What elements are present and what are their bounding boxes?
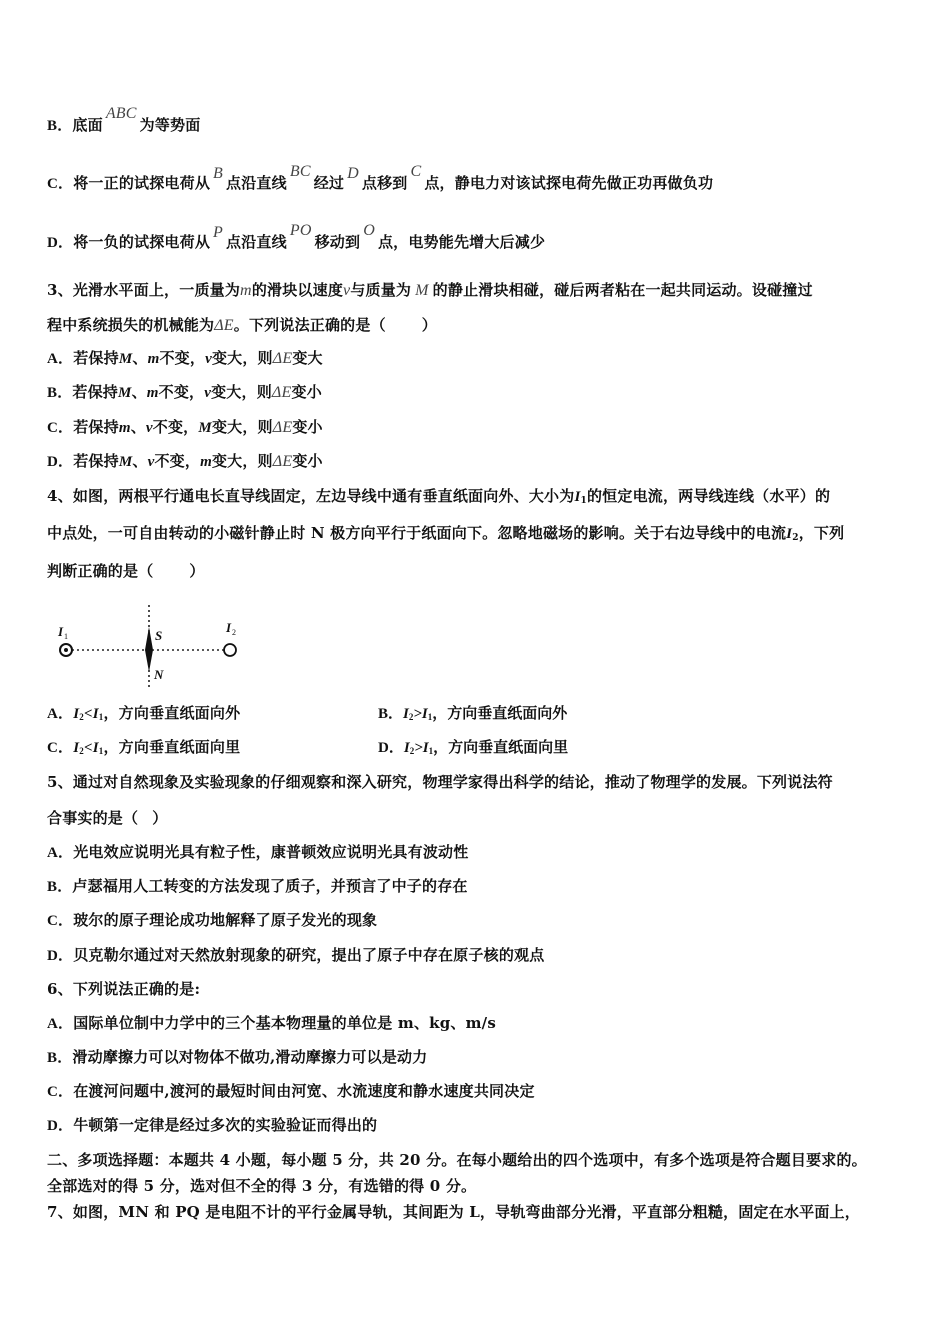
question-4-option-a xyxy=(47,703,240,727)
option-d-prev xyxy=(47,222,546,253)
option-label: B． xyxy=(47,118,73,134)
option-text: 在渡河问题中,渡河的最短时间由河宽、水流速度和静水速度共同决定 xyxy=(73,1082,535,1100)
option-text: 卢瑟福用人工转变的方法发现了质子，并预言了中子的存在 xyxy=(72,877,468,895)
question-3-option-b xyxy=(47,382,322,403)
option-text: ，方向垂直纸面向外 xyxy=(432,704,568,722)
option-label: B． xyxy=(47,879,73,895)
option-text: 若保持 xyxy=(72,383,119,401)
subscript: 2 xyxy=(792,533,799,543)
svg-text:N: N xyxy=(154,667,164,682)
math-variable: m xyxy=(147,351,160,367)
math-variable: v xyxy=(145,420,153,436)
option-label: B． xyxy=(47,1050,73,1066)
question-5-stem-line1: 5、通过对自然现象及实验现象的仔细观察和深入研究，物理学家得出科学的结论，推动了物理学的发展。下列说法符 xyxy=(47,773,833,791)
option-text: 若保持 xyxy=(73,418,119,436)
option-text: 变小 xyxy=(292,452,323,470)
question-7-stem-line1: 7、如图，MN 和 PQ 是电阻不计的平行金属导轨，其间距为 L，导轨弯曲部分光滑，平直部分粗糙，固定在水平面上， xyxy=(47,1203,860,1221)
math-variable: m xyxy=(118,420,131,436)
question-4-stem-line2 xyxy=(47,523,844,548)
option-text: 将一正的试探电荷从 xyxy=(73,174,211,192)
math-variable: ΔE xyxy=(272,453,293,470)
option-label: C． xyxy=(47,740,74,756)
math-variable: M xyxy=(118,385,132,401)
math-variable: $I_1$ xyxy=(421,706,433,722)
option-label: A． xyxy=(47,845,74,861)
math-variable: O xyxy=(363,222,375,239)
option-c-prev xyxy=(47,163,714,194)
option-label: A． xyxy=(47,351,74,367)
math-variable: M xyxy=(198,420,212,436)
option-text: 变小 xyxy=(292,418,323,436)
math-variable: v xyxy=(204,385,212,401)
math-variable: ABC xyxy=(105,105,137,122)
question-4-option-c xyxy=(47,737,240,761)
stem-text: 中点处，一可自由转动的小磁针静止时 N 极方向平行于纸面向下。忽略地磁场的影响。关于右边导线中的电流 xyxy=(47,524,787,542)
option-label: C． xyxy=(47,420,74,436)
option-label: C． xyxy=(47,176,74,192)
option-text: 点沿直线 xyxy=(226,174,287,192)
option-text: 不变， xyxy=(154,452,201,470)
option-label: B． xyxy=(47,385,73,401)
option-text: 光电效应说明光具有粒子性，康普顿效应说明光具有波动性 xyxy=(73,843,469,861)
math-variable: ΔE xyxy=(272,350,293,367)
option-label: A． xyxy=(47,706,74,722)
question-6-option-d xyxy=(47,1115,377,1136)
stem-text: ） xyxy=(421,316,437,334)
option-text: 点移到 xyxy=(361,174,408,192)
stem-text: 的静止滑块相碰，碰后两者粘在一起共同运动。设碰撞过 xyxy=(432,281,813,299)
stem-text: ） xyxy=(189,562,205,580)
math-variable: m xyxy=(200,454,212,470)
relation-sign: < xyxy=(83,740,93,756)
question-4-stem-line3 xyxy=(47,561,205,581)
math-variable: $I_2$ xyxy=(403,706,414,722)
question-5-option-c xyxy=(47,910,377,931)
wires-compass-figure xyxy=(44,600,254,690)
math-variable: ΔE xyxy=(214,317,234,334)
math-variable: $I_1$ xyxy=(92,740,104,756)
question-5-option-b xyxy=(47,876,468,897)
stem-text: 合事实的是（ xyxy=(47,809,139,827)
question-3-option-c xyxy=(47,417,323,438)
option-text: 、 xyxy=(131,383,147,401)
option-text: ，方向垂直纸面向外 xyxy=(103,704,241,722)
option-text: ，方向垂直纸面向里 xyxy=(433,738,569,756)
question-6-stem: 6、下列说法正确的是: xyxy=(47,980,201,998)
stem-text: 程中系统损失的机械能为 xyxy=(47,316,215,334)
relation-sign: < xyxy=(83,706,93,722)
math-variable: m xyxy=(240,282,252,299)
math-variable: M xyxy=(415,282,429,299)
stem-text: 判断正确的是（ xyxy=(47,562,154,580)
math-variable: PO xyxy=(289,222,312,239)
option-text: 底面 xyxy=(72,116,103,134)
section-2-instructions-line1: 二、多项选择题：本题共 4 小题，每小题 5 分，共 20 分。在每小题给出的四个选项中，有多个选项是符合题目要求的。 xyxy=(47,1151,867,1169)
math-variable: $I_2$ xyxy=(73,706,84,722)
question-4-option-b xyxy=(378,703,567,727)
svg-text:S: S xyxy=(155,628,163,643)
option-label: D． xyxy=(47,235,74,251)
math-variable: I xyxy=(574,489,581,505)
math-variable: $I_2$ xyxy=(403,740,415,756)
math-variable: $I_2$ xyxy=(73,740,84,756)
option-label: D． xyxy=(378,740,404,756)
option-text: 、 xyxy=(132,349,148,367)
stem-text: ，下列 xyxy=(798,524,845,542)
math-variable: v xyxy=(205,351,212,367)
option-text: 牛顿第一定律是经过多次的实验验证而得出的 xyxy=(73,1116,378,1134)
option-text: 变大，则 xyxy=(211,349,273,367)
stem-text: ） xyxy=(152,809,168,827)
option-text: 、 xyxy=(130,418,146,436)
math-variable: B xyxy=(213,165,224,182)
option-text: 变大，则 xyxy=(211,452,273,470)
math-variable: C xyxy=(410,163,422,180)
math-variable: v xyxy=(343,282,351,299)
option-b-prev xyxy=(47,105,201,136)
option-text: 变大 xyxy=(292,349,323,367)
question-6-option-a xyxy=(47,1013,496,1034)
option-text: 、 xyxy=(132,452,148,470)
question-6-option-b xyxy=(47,1047,427,1068)
math-variable: v xyxy=(147,454,155,470)
option-text: 贝克勒尔通过对天然放射现象的研究，提出了原子中存在原子核的观点 xyxy=(73,946,545,964)
stem-text: 3、光滑水平面上，一质量为 xyxy=(47,281,241,299)
question-5-stem-line2 xyxy=(47,808,167,828)
option-text: 不变， xyxy=(158,383,205,401)
svg-text:2: 2 xyxy=(232,628,236,637)
option-label: D． xyxy=(47,948,74,964)
option-label: D． xyxy=(47,454,74,470)
question-3-stem-line1 xyxy=(47,280,813,301)
question-3-option-d xyxy=(47,451,323,472)
option-text: 若保持 xyxy=(73,452,119,470)
math-variable: M xyxy=(118,351,133,367)
option-label: C． xyxy=(47,913,74,929)
svg-text:I: I xyxy=(226,620,232,635)
math-variable: $I_1$ xyxy=(422,740,434,756)
question-3-stem-line2 xyxy=(47,315,437,336)
question-5-option-d xyxy=(47,945,544,966)
option-text: 为等势面 xyxy=(139,116,201,134)
option-text: 滑动摩擦力可以对物体不做功,滑动摩擦力可以是动力 xyxy=(72,1048,428,1066)
option-text: 将一负的试探电荷从 xyxy=(73,233,211,251)
option-text: 不变， xyxy=(152,418,199,436)
math-variable: D xyxy=(347,165,359,182)
option-text: ，方向垂直纸面向里 xyxy=(103,738,241,756)
stem-text: 的恒定电流，两导线连线（水平）的 xyxy=(586,487,831,505)
option-text: 变大，则 xyxy=(211,418,273,436)
option-text: 移动到 xyxy=(314,233,361,251)
question-4-stem-line1 xyxy=(47,486,830,511)
option-label: C． xyxy=(47,1084,74,1100)
option-text: 点，静电力对该试探电荷先做正功再做负功 xyxy=(424,174,714,192)
stem-text: 4、如图，两根平行通电长直导线固定，左边导线中通有垂直纸面向外、大小为 xyxy=(47,487,575,505)
stem-text: 。下列说法正确的是（ xyxy=(233,316,386,334)
option-text: 玻尔的原子理论成功地解释了原子发光的现象 xyxy=(73,911,378,929)
option-text: 变大，则 xyxy=(211,383,272,401)
section-2-instructions-line2: 全部选对的得 5 分，选对但不全的得 3 分，有选错的得 0 分。 xyxy=(47,1177,477,1195)
svg-text:1: 1 xyxy=(64,632,68,641)
math-variable: I xyxy=(786,526,793,542)
svg-text:I: I xyxy=(58,624,64,639)
math-variable: $I_1$ xyxy=(92,706,104,722)
math-variable: BC xyxy=(289,163,311,180)
math-variable: ΔE xyxy=(271,384,292,401)
relation-sign: > xyxy=(413,706,422,722)
option-text: 变小 xyxy=(291,383,322,401)
stem-text: 的滑块以速度 xyxy=(251,281,344,299)
math-variable: P xyxy=(213,224,224,241)
subscript: 1 xyxy=(580,496,587,506)
option-label: B． xyxy=(378,706,404,722)
option-text: 不变， xyxy=(159,349,206,367)
option-text: 经过 xyxy=(313,174,345,192)
wire-diagram-icon xyxy=(44,600,254,690)
question-4-option-d xyxy=(378,737,568,761)
question-3-option-a xyxy=(47,348,323,369)
math-variable: m xyxy=(146,385,159,401)
question-6-option-c xyxy=(47,1081,535,1102)
option-text: 若保持 xyxy=(73,349,119,367)
option-label: D． xyxy=(47,1118,74,1134)
math-variable: M xyxy=(118,454,133,470)
option-label: A． xyxy=(47,1016,74,1032)
stem-text: 与质量为 xyxy=(350,281,412,299)
option-text: 点沿直线 xyxy=(226,233,287,251)
math-variable: ΔE xyxy=(272,419,293,436)
question-5-option-a xyxy=(47,842,468,863)
relation-sign: > xyxy=(414,740,423,756)
option-text: 国际单位制中力学中的三个基本物理量的单位是 m、kg、m/s xyxy=(73,1014,497,1032)
option-text: 点，电势能先增大后减少 xyxy=(377,233,546,251)
